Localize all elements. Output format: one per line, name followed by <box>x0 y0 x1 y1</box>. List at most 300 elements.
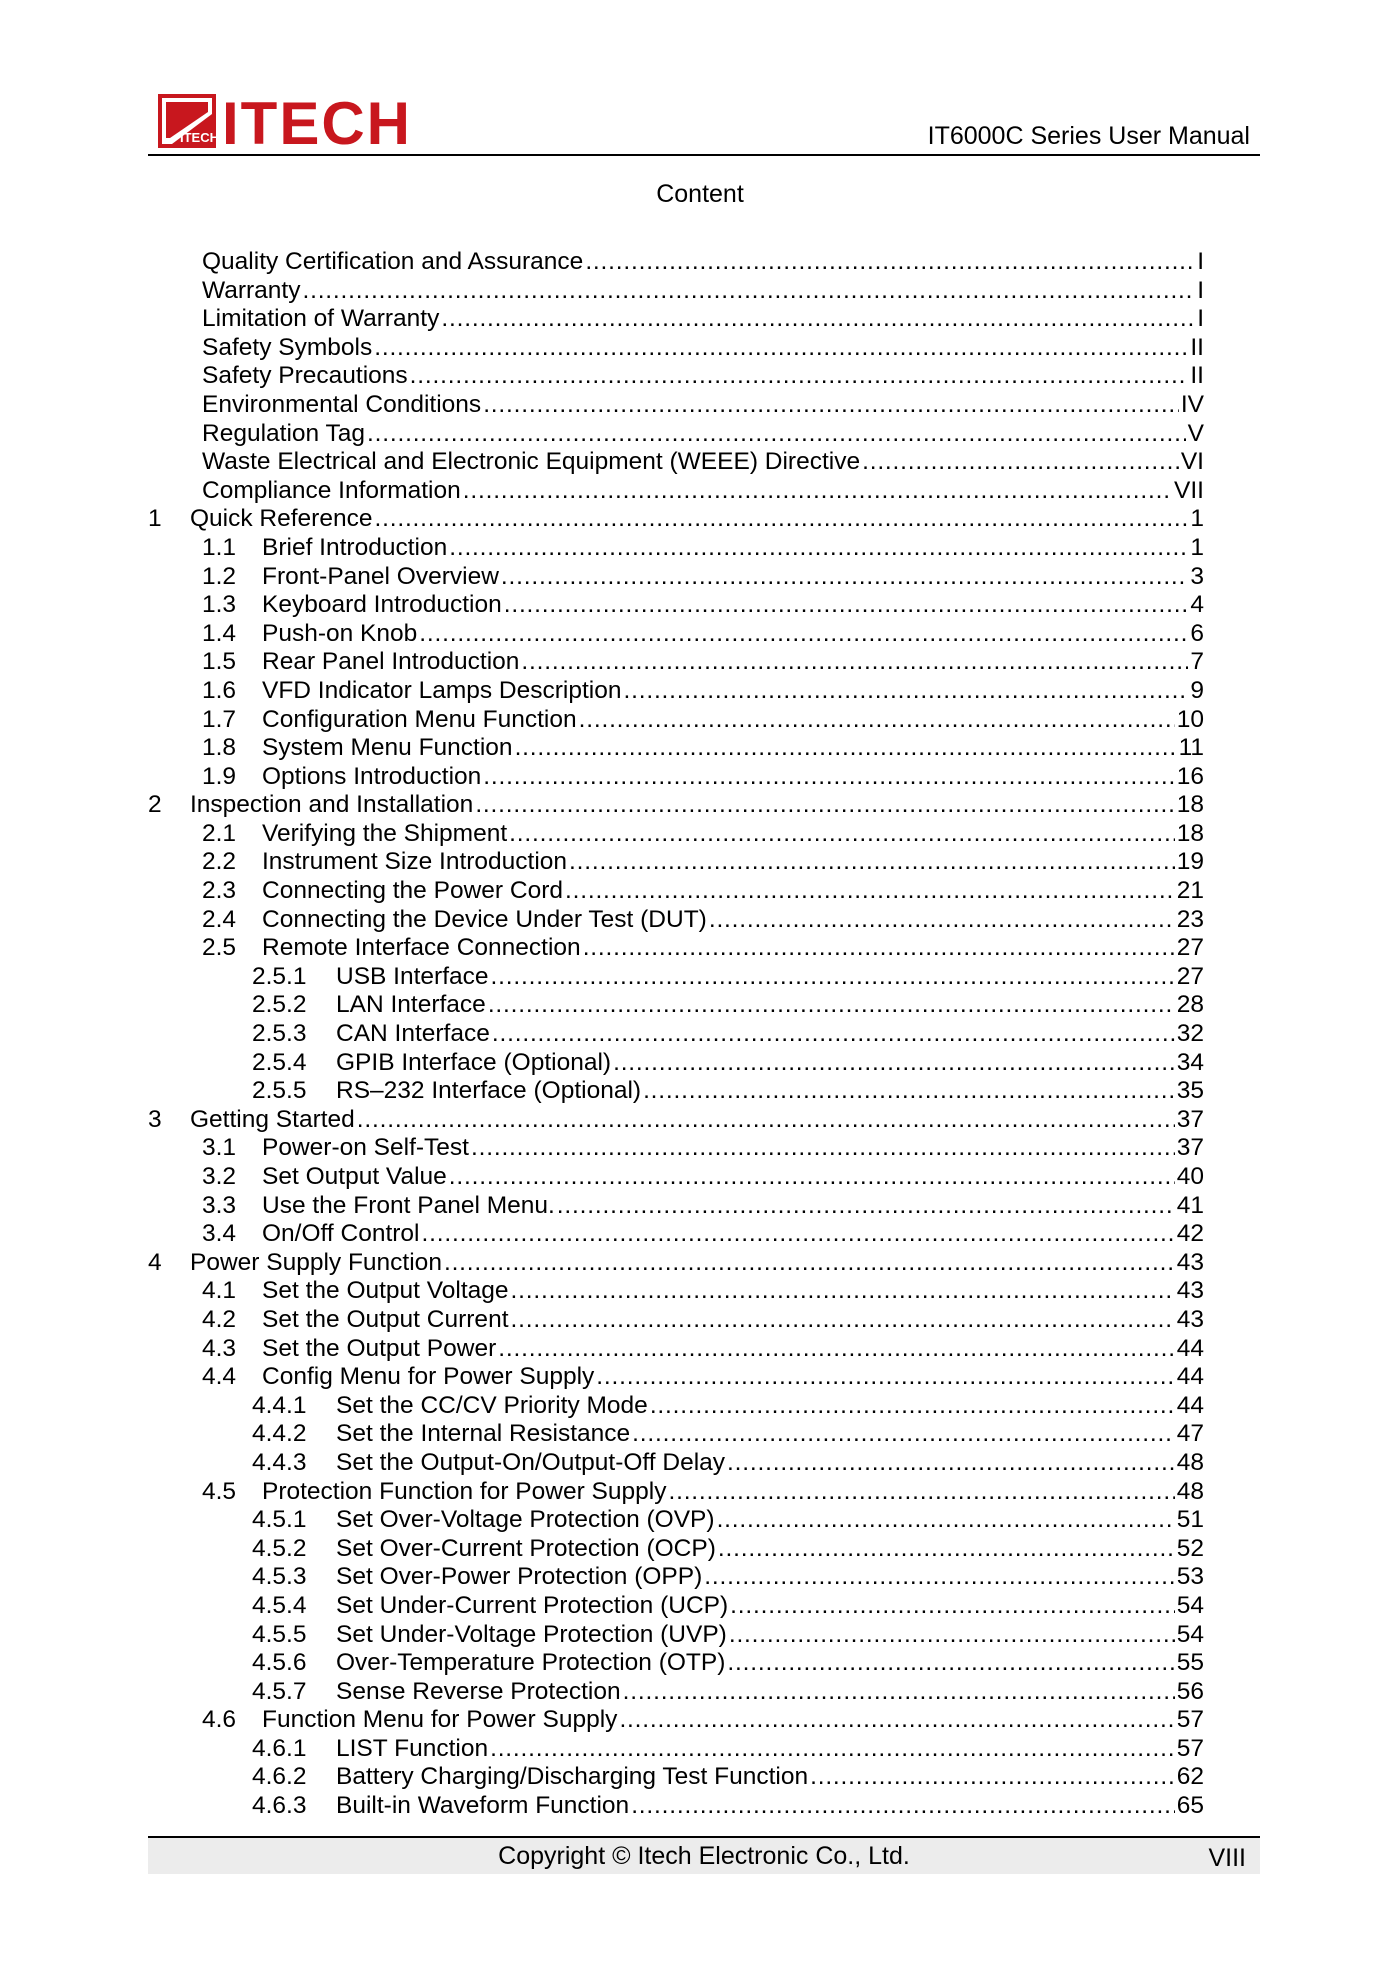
toc-entry-line <box>336 991 1204 1020</box>
toc-entry-title: Set Under-Current Protection (UCP) <box>336 1591 729 1619</box>
toc-entry[interactable] <box>148 1134 1204 1163</box>
toc-entry-page: 41 <box>1176 1191 1204 1219</box>
toc-entry-page: 18 <box>1176 819 1204 847</box>
toc-entry[interactable] <box>148 1106 1204 1135</box>
toc-entry-line <box>202 277 1204 306</box>
toc-entry-page: 56 <box>1176 1677 1204 1705</box>
toc-entry-number: 4.5 <box>202 1477 237 1505</box>
toc-entry-line <box>202 477 1204 506</box>
toc-entry-number: 1.3 <box>202 591 237 619</box>
toc-entry[interactable] <box>148 305 1204 334</box>
toc-heading: Content <box>656 180 744 208</box>
logo-wordmark: ITECH <box>222 94 412 148</box>
toc-entry-title: Quick Reference <box>190 505 373 533</box>
toc-entry-line <box>202 420 1204 449</box>
toc-entry-page: 57 <box>1176 1734 1204 1762</box>
toc-entry-title: Protection Function for Power Supply <box>262 1477 667 1505</box>
toc-entry-page: 7 <box>1190 648 1204 676</box>
dot-leader <box>717 1506 1175 1535</box>
toc-entry-page: 65 <box>1176 1792 1204 1820</box>
page-footer <box>148 1838 1260 1874</box>
toc-entry-title: Push-on Knob <box>262 619 418 647</box>
toc-entry[interactable] <box>148 1706 1204 1735</box>
toc-entry-number: 1.1 <box>202 533 237 561</box>
toc-entry-title: Function Menu for Power Supply <box>262 1706 618 1734</box>
toc-entry-page: 44 <box>1176 1363 1204 1391</box>
toc-entry-page: 34 <box>1176 1048 1204 1076</box>
toc-entry-page: 54 <box>1176 1591 1204 1619</box>
toc-entry-line <box>336 1020 1204 1049</box>
toc-entry-title: Set the Internal Resistance <box>336 1420 631 1448</box>
toc-entry-line <box>262 620 1204 649</box>
toc-entry-line <box>336 963 1204 992</box>
toc-entry-line <box>336 1592 1204 1621</box>
toc-entry-line <box>262 1163 1204 1192</box>
dot-leader <box>585 248 1195 277</box>
toc-entry-page: 37 <box>1176 1105 1204 1133</box>
toc-entry[interactable] <box>148 334 1204 363</box>
toc-entry[interactable] <box>148 391 1204 420</box>
dot-leader <box>483 763 1174 792</box>
toc-entry-number: 3.1 <box>202 1134 237 1162</box>
logo-badge-text: ITECH <box>180 130 219 145</box>
toc-entry[interactable] <box>148 677 1204 706</box>
toc-entry-number: 2.4 <box>202 905 237 933</box>
dot-leader <box>729 1621 1175 1650</box>
toc-entry-page: 27 <box>1176 934 1204 962</box>
toc-entry-line <box>202 334 1204 363</box>
toc-entry-line <box>262 1478 1204 1507</box>
toc-entry-title: Getting Started <box>190 1105 355 1133</box>
toc-entry[interactable] <box>148 1478 1204 1507</box>
toc-entry[interactable] <box>148 362 1204 391</box>
toc-entry-line <box>190 505 1204 534</box>
toc-entry[interactable] <box>148 1363 1204 1392</box>
toc-entry-number: 4 <box>148 1248 162 1276</box>
toc-entry-title: Set the Output Power <box>262 1334 497 1362</box>
dot-leader <box>569 848 1175 877</box>
toc-entry-title: Sense Reverse Protection <box>336 1677 621 1705</box>
toc-entry-line <box>262 591 1204 620</box>
toc-entry-number: 2.5.3 <box>252 1020 307 1048</box>
dot-leader <box>810 1763 1175 1792</box>
toc-entry[interactable] <box>148 648 1204 677</box>
toc-entry[interactable] <box>148 1763 1204 1792</box>
dot-leader <box>463 477 1172 506</box>
toc-entry-number: 1 <box>148 505 162 533</box>
toc-entry-page: 1 <box>1190 533 1204 561</box>
toc-entry-number: 4.6.1 <box>252 1734 307 1762</box>
toc-entry-page: 47 <box>1176 1420 1204 1448</box>
toc-entry-title: Waste Electrical and Electronic Equipment (WEEE) Directive <box>202 448 861 476</box>
header-divider <box>148 154 1260 156</box>
toc-entry[interactable] <box>148 791 1204 820</box>
toc-entry-page: 4 <box>1190 591 1204 619</box>
toc-entry[interactable] <box>148 277 1204 306</box>
toc-entry-line <box>262 820 1204 849</box>
toc-entry-line <box>336 1392 1204 1421</box>
toc-entry[interactable] <box>148 1792 1204 1821</box>
toc-entry-line <box>262 648 1204 677</box>
toc-entry-page: 18 <box>1176 791 1204 819</box>
toc-entry-line <box>190 791 1204 820</box>
toc-entry[interactable] <box>148 1420 1204 1449</box>
toc-entry-title: Power Supply Function <box>190 1248 442 1276</box>
toc-entry-line <box>262 763 1204 792</box>
toc-entry[interactable] <box>148 1220 1204 1249</box>
dot-leader <box>730 1592 1175 1621</box>
toc-entry[interactable] <box>148 734 1204 763</box>
copyright-text: Copyright © Itech Electronic Co., Ltd. <box>498 1842 910 1870</box>
toc-entry-title: Set the Output-On/Output-Off Delay <box>336 1448 726 1476</box>
toc-entry-number: 4.3 <box>202 1334 237 1362</box>
toc-entry-title: USB Interface <box>336 962 489 990</box>
toc-entry-page: 55 <box>1176 1649 1204 1677</box>
toc-entry-title: LIST Function <box>336 1734 489 1762</box>
toc-entry[interactable] <box>148 1163 1204 1192</box>
toc-entry[interactable] <box>148 1077 1204 1106</box>
toc-entry[interactable] <box>148 1649 1204 1678</box>
toc-entry-number: 3.3 <box>202 1191 237 1219</box>
toc-entry-title: Regulation Tag <box>202 419 366 447</box>
toc-entry-page: 48 <box>1176 1448 1204 1476</box>
toc-entry[interactable] <box>148 505 1204 534</box>
toc-entry-page: V <box>1187 419 1204 447</box>
dot-leader <box>862 448 1179 477</box>
toc-entry[interactable] <box>148 1306 1204 1335</box>
toc-entry-line <box>262 1220 1204 1249</box>
dot-leader <box>718 1535 1175 1564</box>
toc-entry-page: 44 <box>1176 1334 1204 1362</box>
toc-entry[interactable] <box>148 763 1204 792</box>
toc-entry-number: 4.4.1 <box>252 1391 307 1419</box>
toc-entry-title: Battery Charging/Discharging Test Function <box>336 1763 809 1791</box>
toc-entry-page: VII <box>1174 476 1204 504</box>
toc-entry-title: Set Over-Current Protection (OCP) <box>336 1534 716 1562</box>
toc-entry-title: Rear Panel Introduction <box>262 648 520 676</box>
dot-leader <box>643 1077 1175 1106</box>
toc-entry-page: 54 <box>1176 1620 1204 1648</box>
toc-entry-number: 4.5.2 <box>252 1534 307 1562</box>
toc-entry-page: 53 <box>1176 1563 1204 1591</box>
toc-entry[interactable] <box>148 1449 1204 1478</box>
toc-entry-line <box>202 305 1204 334</box>
toc-entry-number: 1.2 <box>202 562 237 590</box>
toc-entry-title: Config Menu for Power Supply <box>262 1363 595 1391</box>
toc-entry-line <box>336 1049 1204 1078</box>
toc-entry[interactable] <box>148 534 1204 563</box>
toc-entry-number: 2.1 <box>202 819 237 847</box>
dot-leader <box>727 1449 1175 1478</box>
toc-entry-title: Built-in Waveform Function <box>336 1792 630 1820</box>
toc-entry-page: 16 <box>1176 762 1204 790</box>
toc-entry-number: 4.6.2 <box>252 1763 307 1791</box>
toc-entry-title: Power-on Self-Test <box>262 1134 469 1162</box>
dot-leader <box>704 1563 1174 1592</box>
toc-entry-page: 35 <box>1176 1077 1204 1105</box>
toc-entry-number: 1.7 <box>202 705 237 733</box>
toc-entry-line <box>202 448 1204 477</box>
dot-leader <box>471 1134 1175 1163</box>
toc-entry-number: 2.5 <box>202 934 237 962</box>
toc-entry-line <box>262 1277 1204 1306</box>
toc-entry[interactable] <box>148 1249 1204 1278</box>
toc-entry[interactable] <box>148 877 1204 906</box>
toc-entry[interactable] <box>148 1335 1204 1364</box>
toc-entry-line <box>262 906 1204 935</box>
toc-entry-line <box>262 734 1204 763</box>
toc-entry-number: 4.5.1 <box>252 1506 307 1534</box>
toc-entry-number: 3 <box>148 1105 162 1133</box>
toc-entry-page: I <box>1197 248 1204 275</box>
toc-entry-line <box>336 1678 1204 1707</box>
toc-entry-number: 2 <box>148 791 162 819</box>
toc-entry-page: 43 <box>1176 1305 1204 1333</box>
toc-entry-title: GPIB Interface (Optional) <box>336 1048 612 1076</box>
toc-entry-line <box>336 1077 1204 1106</box>
toc-entry-page: 28 <box>1176 991 1204 1019</box>
toc-entry[interactable] <box>148 1535 1204 1564</box>
dot-leader <box>444 1249 1175 1278</box>
toc-entry-line <box>336 1535 1204 1564</box>
toc-entry-page: 44 <box>1176 1391 1204 1419</box>
toc-entry-page: I <box>1197 276 1204 304</box>
dot-leader <box>511 1306 1175 1335</box>
toc-entry-page: 6 <box>1190 619 1204 647</box>
toc-entry-page: 43 <box>1176 1277 1204 1305</box>
toc-entry-page: 48 <box>1176 1477 1204 1505</box>
toc-entry[interactable] <box>148 1678 1204 1707</box>
toc-entry-number: 2.3 <box>202 877 237 905</box>
toc-entry-page: VI <box>1180 448 1204 476</box>
dot-leader <box>509 820 1175 849</box>
toc-entry-number: 3.4 <box>202 1220 237 1248</box>
dot-leader <box>709 906 1175 935</box>
toc-entry-number: 4.4.2 <box>252 1420 307 1448</box>
toc-entry-page: 62 <box>1176 1763 1204 1791</box>
toc-entry-line <box>262 563 1204 592</box>
toc-entry-line <box>262 848 1204 877</box>
toc-entry-number: 4.4.3 <box>252 1448 307 1476</box>
toc-entry-page: 10 <box>1176 705 1204 733</box>
toc-entry-title: Keyboard Introduction <box>262 591 502 619</box>
toc-entry[interactable] <box>148 591 1204 620</box>
toc-entry-line <box>202 248 1204 277</box>
dot-leader <box>357 1106 1175 1135</box>
toc-entry[interactable] <box>148 934 1204 963</box>
toc-entry-line <box>262 1706 1204 1735</box>
toc-entry-number: 4.2 <box>202 1305 237 1333</box>
toc-entry-line <box>202 362 1204 391</box>
toc-entry-title: CAN Interface <box>336 1020 490 1048</box>
dot-leader <box>483 391 1179 420</box>
dot-leader <box>596 1363 1174 1392</box>
toc-entry-number: 1.6 <box>202 676 237 704</box>
toc-entry-page: 9 <box>1190 676 1204 704</box>
toc-entry-title: Instrument Size Introduction <box>262 848 568 876</box>
toc-entry[interactable] <box>148 706 1204 735</box>
toc-entry-number: 2.5.5 <box>252 1077 307 1105</box>
toc-entry-number: 1.5 <box>202 648 237 676</box>
dot-leader <box>491 963 1175 992</box>
toc-entry-title: Inspection and Installation <box>190 791 474 819</box>
toc-entry[interactable] <box>148 1506 1204 1535</box>
toc-entry-title: Warranty <box>202 276 301 304</box>
toc-entry-page: II <box>1190 333 1204 361</box>
toc-entry[interactable] <box>148 1192 1204 1221</box>
toc-entry-title: Safety Symbols <box>202 333 373 361</box>
toc-entry-page: 27 <box>1176 962 1204 990</box>
dot-leader <box>619 1706 1174 1735</box>
toc-entry-page: 1 <box>1190 505 1204 533</box>
toc-entry-number: 2.5.4 <box>252 1048 307 1076</box>
dot-leader <box>441 305 1195 334</box>
toc-entry-line <box>262 706 1204 735</box>
toc-entry-title: Remote Interface Connection <box>262 934 581 962</box>
toc-entry-line <box>262 1192 1204 1221</box>
dot-leader <box>632 1420 1175 1449</box>
toc-entry-number: 4.4 <box>202 1363 237 1391</box>
toc-entry-line <box>262 1306 1204 1335</box>
toc-entry-line <box>262 1134 1204 1163</box>
toc-entry[interactable] <box>148 563 1204 592</box>
dot-leader <box>410 362 1189 391</box>
toc-entry-line <box>336 1792 1204 1821</box>
dot-leader <box>492 1020 1175 1049</box>
toc-entry-page: 19 <box>1176 848 1204 876</box>
toc-entry-number: 2.5.2 <box>252 991 307 1019</box>
toc-entry[interactable] <box>148 1392 1204 1421</box>
toc-entry[interactable] <box>148 620 1204 649</box>
toc-entry-page: 42 <box>1176 1220 1204 1248</box>
toc-entry-line <box>262 1335 1204 1364</box>
toc-entry[interactable] <box>148 848 1204 877</box>
dot-leader <box>511 1277 1175 1306</box>
dot-leader <box>565 877 1175 906</box>
toc-entry-title: Safety Precautions <box>202 362 408 390</box>
toc-entry-number: 4.5.6 <box>252 1649 307 1677</box>
dot-leader <box>650 1392 1175 1421</box>
toc-entry-line <box>336 1621 1204 1650</box>
toc-entry-number: 2.2 <box>202 848 237 876</box>
toc-entry[interactable] <box>148 991 1204 1020</box>
dot-leader <box>623 1678 1175 1707</box>
toc-entry-page: 40 <box>1176 1163 1204 1190</box>
dot-leader <box>521 648 1188 677</box>
toc-entry-title: Compliance Information <box>202 476 461 504</box>
dot-leader <box>422 1220 1175 1249</box>
toc-entry-line <box>262 1363 1204 1392</box>
toc-entry[interactable] <box>148 1735 1204 1764</box>
toc-entry-title: Limitation of Warranty <box>202 305 440 333</box>
toc-entry-page: 52 <box>1176 1534 1204 1562</box>
toc-entry[interactable] <box>148 1621 1204 1650</box>
dot-leader <box>583 934 1175 963</box>
toc-entry-number: 1.4 <box>202 619 237 647</box>
toc-entry-page: II <box>1190 362 1204 390</box>
toc-entry-title: Verifying the Shipment <box>262 819 508 847</box>
dot-leader <box>515 734 1177 763</box>
toc-entry-number: 4.1 <box>202 1277 237 1305</box>
toc-entry-number: 1.9 <box>202 762 237 790</box>
toc-entry-line <box>336 1420 1204 1449</box>
toc-entry-title: Set the Output Voltage <box>262 1277 509 1305</box>
dot-leader <box>498 1335 1174 1364</box>
toc-entry[interactable] <box>148 906 1204 935</box>
toc-entry-page: I <box>1197 305 1204 333</box>
toc-entry[interactable] <box>148 963 1204 992</box>
dot-leader <box>419 620 1188 649</box>
toc-entry[interactable] <box>148 1020 1204 1049</box>
toc-entry-line <box>190 1249 1204 1278</box>
toc-entry-title: Configuration Menu Function <box>262 705 577 733</box>
toc-entry-title: Set Output Value <box>262 1163 447 1190</box>
toc-entry[interactable] <box>148 448 1204 477</box>
toc-entry-line <box>262 534 1204 563</box>
toc-entry-title: Front-Panel Overview <box>262 562 499 590</box>
dot-leader <box>668 1478 1174 1507</box>
toc-entry[interactable] <box>148 420 1204 449</box>
toc-entry-title: Set Over-Voltage Protection (OVP) <box>336 1506 715 1534</box>
toc-entry-title: RS–232 Interface (Optional) <box>336 1077 642 1105</box>
dot-leader <box>449 534 1188 563</box>
toc-entry-title: LAN Interface <box>336 991 486 1019</box>
toc-entry-title: Options Introduction <box>262 762 482 790</box>
toc-entry-page: IV <box>1180 390 1204 418</box>
toc-entry-page: 23 <box>1176 905 1204 933</box>
toc-entry-line <box>190 1106 1204 1135</box>
toc-entry-line <box>262 677 1204 706</box>
toc-entry[interactable] <box>148 1592 1204 1621</box>
dot-leader <box>579 706 1175 735</box>
toc-entry-number: 4.5.3 <box>252 1563 307 1591</box>
toc-entry-line <box>262 877 1204 906</box>
dot-leader <box>504 591 1189 620</box>
dot-leader <box>623 677 1188 706</box>
dot-leader <box>501 563 1188 592</box>
toc-entry-line <box>336 1563 1204 1592</box>
toc-entry-number: 4.5.5 <box>252 1620 307 1648</box>
toc-entry-title: Quality Certification and Assurance <box>202 248 584 275</box>
toc-entry[interactable] <box>148 477 1204 506</box>
toc-entry-number: 4.5.4 <box>252 1591 307 1619</box>
toc-entry[interactable] <box>148 820 1204 849</box>
toc-entry-title: On/Off Control <box>262 1220 420 1248</box>
toc-entry-title: Connecting the Device Under Test (DUT) <box>262 905 707 933</box>
toc-entry-line <box>262 934 1204 963</box>
toc-entry-number: 2.5.1 <box>252 962 307 990</box>
toc-entry[interactable] <box>148 248 1204 277</box>
toc-entry-number: 1.8 <box>202 734 237 762</box>
toc-entry-line <box>336 1506 1204 1535</box>
dot-leader <box>367 420 1186 449</box>
dot-leader <box>557 1192 1175 1221</box>
toc-entry[interactable] <box>148 1563 1204 1592</box>
toc-entry[interactable] <box>148 1277 1204 1306</box>
toc-entry-title: VFD Indicator Lamps Description <box>262 676 622 704</box>
dot-leader <box>488 991 1175 1020</box>
toc-entry-line <box>336 1763 1204 1792</box>
toc-entry-page: 37 <box>1176 1134 1204 1162</box>
toc-entry-number: 3.2 <box>202 1163 237 1190</box>
toc-entry[interactable] <box>148 1049 1204 1078</box>
toc-entry-title: Set Over-Power Protection (OPP) <box>336 1563 703 1591</box>
dot-leader <box>613 1049 1175 1078</box>
toc-entry-title: Environmental Conditions <box>202 390 482 418</box>
toc-entry-page: 51 <box>1176 1506 1204 1534</box>
toc-entry-title: System Menu Function <box>262 734 513 762</box>
dot-leader <box>631 1792 1175 1821</box>
